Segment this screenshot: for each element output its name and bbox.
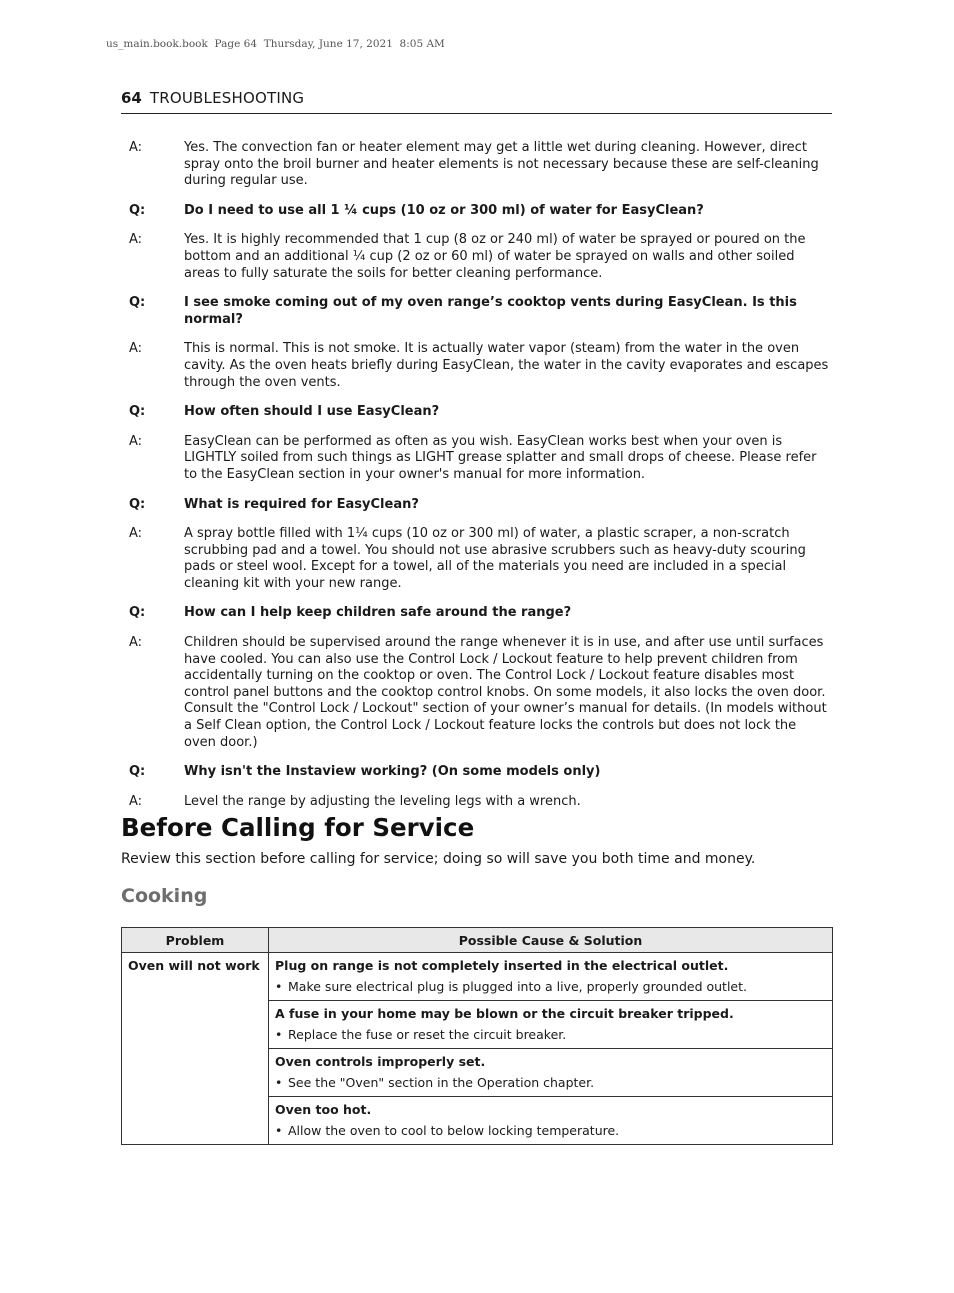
question-text: How often should I use EasyClean? (184, 404, 440, 420)
question-text: Why isn't the Instaview working? (On some models only) (184, 764, 601, 780)
faq-question (121, 605, 832, 622)
question-text: Do I need to use all 1 ¼ cups (10 oz or 300 ml) of water for EasyClean? (184, 202, 704, 218)
answer-marker: A: (129, 232, 143, 248)
solution-item (275, 1075, 826, 1090)
question-marker: Q: (129, 295, 146, 311)
solution-item (275, 1027, 826, 1042)
cause-cell (269, 1097, 833, 1145)
answer-text: Yes. It is highly recommended that 1 cup (8 oz or 240 ml) of water be sprayed or poured on the bottom and an additional ¼ cup (2 oz or 60 ml) of water be sprayed on walls and other soiled areas to fully saturate the soils for better cleaning performance. (184, 232, 806, 281)
cause-cell (269, 1001, 833, 1049)
faq-answer (121, 341, 832, 391)
table-row (122, 953, 833, 1001)
file-header: us_main.book.book Page 64 Thursday, June 17, 2021 8:05 AM (106, 38, 445, 50)
cooking-subheading: Cooking (121, 885, 208, 907)
solution-text: Allow the oven to cool to below locking temperature. (288, 1123, 620, 1138)
page-header (121, 89, 832, 114)
bullet-icon: • (275, 1075, 283, 1090)
faq-answer (121, 794, 832, 811)
bullet-icon: • (275, 1123, 283, 1138)
answer-marker: A: (129, 793, 143, 809)
question-marker: Q: (129, 605, 146, 621)
question-text: How can I help keep children safe around the range? (184, 605, 572, 621)
question-text: What is required for EasyClean? (184, 496, 419, 512)
faq-answer (121, 140, 832, 190)
cause-cell (269, 953, 833, 1001)
troubleshooting-table (121, 927, 833, 1145)
faq-question (121, 764, 832, 781)
faq-question (121, 295, 832, 328)
answer-text: Yes. The convection fan or heater element may get a little wet during cleaning. However, direct spray onto the broil burner and heater elements is not necessary because these are self-cleaning during regular use. (184, 140, 819, 189)
answer-marker: A: (129, 635, 143, 651)
answer-text: A spray bottle filled with 1¼ cups (10 oz or 300 ml) of water, a plastic scraper, a non-scratch scrubbing pad and a towel. You should not use abrasive scrubbers such as heavy-duty scouring pads or steel wool. Except for a towel, all of the materials you need are included in a special cleaning kit with your new range. (184, 526, 806, 591)
faq-answer (121, 526, 832, 592)
question-marker: Q: (129, 496, 146, 512)
solution-text: Replace the fuse or reset the circuit breaker. (288, 1027, 567, 1042)
cause-title: Oven controls improperly set. (275, 1054, 486, 1069)
solution-item (275, 1123, 826, 1138)
faq-question (121, 497, 832, 514)
faq-answer (121, 635, 832, 751)
answer-text: Level the range by adjusting the leveling legs with a wrench. (184, 793, 581, 809)
cause-cell (269, 1049, 833, 1097)
question-text: I see smoke coming out of my oven range’s cooktop vents during EasyClean. Is this normal? (184, 295, 797, 327)
cause-title: Plug on range is not completely inserted in the electrical outlet. (275, 958, 729, 973)
faq-answer (121, 232, 832, 282)
cause-title: Oven too hot. (275, 1102, 372, 1117)
answer-marker: A: (129, 433, 143, 449)
service-heading: Before Calling for Service (121, 813, 475, 842)
solution-text: Make sure electrical plug is plugged into a live, properly grounded outlet. (288, 979, 747, 994)
question-marker: Q: (129, 404, 146, 420)
answer-text: This is normal. This is not smoke. It is actually water vapor (steam) from the water in the oven cavity. As the oven heats briefly during EasyClean, the water in the cavity evaporates and escapes through the oven vents. (184, 341, 829, 390)
faq-question (121, 404, 832, 421)
answer-text: EasyClean can be performed as often as you wish. EasyClean works best when your oven is LIGHTLY soiled from such things as LIGHT grease splatter and small drops of cheese. Please refer to the EasyClean section in your owner's manual for more information. (184, 433, 817, 482)
page-number: 64 (121, 89, 142, 107)
cause-title: A fuse in your home may be blown or the circuit breaker tripped. (275, 1006, 734, 1021)
answer-marker: A: (129, 526, 143, 542)
bullet-icon: • (275, 1027, 283, 1042)
bullet-icon: • (275, 979, 283, 994)
faq-answer (121, 434, 832, 484)
solution-text: See the "Oven" section in the Operation chapter. (288, 1075, 595, 1090)
cause-column-header: Possible Cause & Solution (269, 928, 833, 953)
question-marker: Q: (129, 764, 146, 780)
answer-marker: A: (129, 341, 143, 357)
problem-column-header: Problem (122, 928, 269, 953)
faq-list (121, 140, 832, 823)
answer-marker: A: (129, 140, 143, 155)
table-header-row (122, 928, 833, 953)
solution-item (275, 979, 826, 994)
section-title: TROUBLESHOOTING (149, 89, 305, 107)
service-intro: Review this section before calling for service; doing so will save you both time and money. (121, 851, 756, 867)
problem-cell: Oven will not work (122, 953, 269, 1145)
faq-question (121, 203, 832, 220)
question-marker: Q: (129, 202, 146, 218)
answer-text: Children should be supervised around the range whenever it is in use, and after use until surfaces have cooled. You can also use the Control Lock / Lockout feature to help prevent children from accidentally turning on the cooktop or oven. The Control Lock / Lockout feature disables most control panel buttons and the cooktop control knobs. On some models, it also locks the oven door. Consult the "Control Lock / Lockout" section of your owner’s manual for details. (In models without a Self Clean option, the Control Lock / Lockout feature locks the controls but does not lock the oven door.) (184, 635, 827, 750)
